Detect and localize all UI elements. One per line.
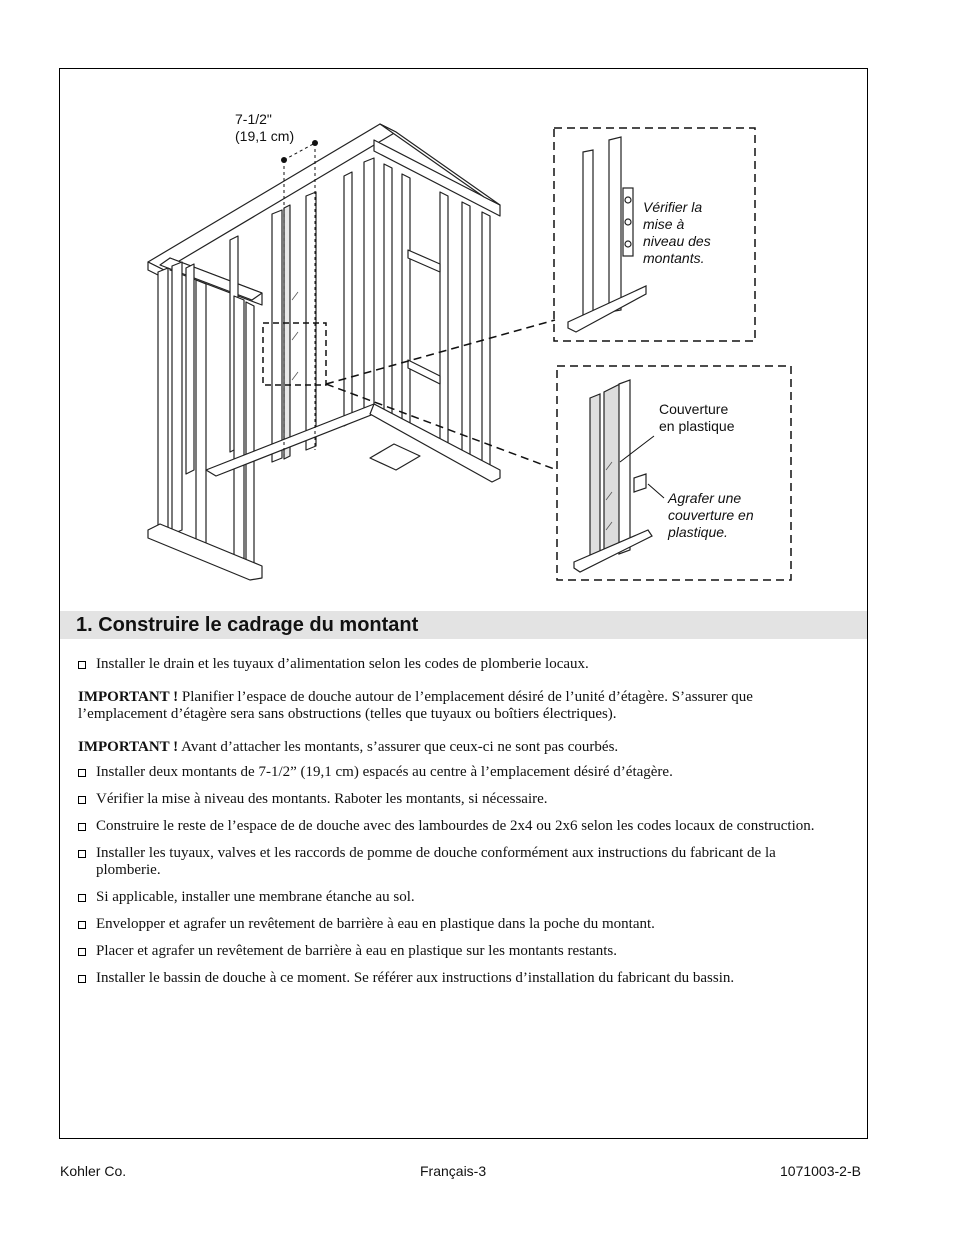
- shelf-stud-2: [306, 192, 316, 450]
- list-item: [78, 889, 828, 906]
- list-item-text: Vérifier la mise à niveau des montants. Raboter les montants, si nécessaire.: [96, 791, 548, 807]
- label-plastic-cover: [659, 401, 735, 435]
- list-item: [78, 916, 828, 933]
- list-item-text: Envelopper et agrafer un revêtement de barrière à eau en plastique dans la poche du montant.: [96, 916, 655, 932]
- dimension-inches: 7-1/2": [235, 111, 272, 127]
- callout-staple-line: Agrafer une: [668, 490, 742, 506]
- checkbox-square-icon: [78, 921, 86, 929]
- important-text: Planifier l’espace de douche autour de l’emplacement désiré de l’unité d’étagère. S’assurer que l’emplacement d’étagère sera sans obstructions (telles que tuyaux ou boîtiers électriques).: [78, 689, 753, 722]
- label-cover-line: en plastique: [659, 418, 735, 434]
- footer-company: Kohler Co.: [60, 1163, 127, 1179]
- list-item-text: Installer le drain et les tuyaux d’alimentation selon les codes de plomberie locaux.: [96, 656, 589, 672]
- list-item-text: Construire le reste de l’espace de de douche avec des lambourdes de 2x4 ou 2x6 selon les codes locaux de construction.: [96, 818, 815, 834]
- list-item-text: Placer et agrafer un revêtement de barrière à eau en plastique sur les montants restants.: [96, 943, 618, 959]
- list-item-text: Installer les tuyaux, valves et les raccords de pomme de douche conformément aux instructions du fabricant de la plomberie.: [96, 845, 776, 878]
- important-note-1: [78, 689, 828, 723]
- bottom-plate-right: [370, 404, 500, 482]
- checkbox-square-icon: [78, 894, 86, 902]
- checkbox-square-icon: [78, 661, 86, 669]
- list-item: [78, 764, 828, 781]
- callout-level-line: niveau des: [643, 233, 711, 249]
- dimension-cm: (19,1 cm): [235, 128, 295, 144]
- callout-level: [643, 199, 711, 267]
- important-note-2: [78, 739, 828, 756]
- important-text: Avant d’attacher les montants, s’assurer que ceux-ci ne sont pas courbés.: [178, 739, 619, 755]
- list-item-text: Si applicable, installer une membrane étanche au sol.: [96, 889, 415, 905]
- list-item: [78, 970, 828, 987]
- shelf-stud-1: [284, 205, 290, 459]
- callout-level-line: Vérifier la: [643, 199, 703, 215]
- list-item-text: Installer le bassin de douche à ce moment. Se référer aux instructions d’installation du fabricant du bassin.: [96, 970, 735, 986]
- footer-page-number: Français-3: [420, 1163, 487, 1179]
- checkbox-square-icon: [78, 850, 86, 858]
- checkbox-square-icon: [78, 975, 86, 983]
- callout-level-line: montants.: [643, 250, 705, 266]
- list-item: [78, 943, 828, 960]
- checkbox-square-icon: [78, 823, 86, 831]
- callout-staple-line: plastique.: [668, 524, 728, 540]
- label-cover-line: Couverture: [659, 401, 729, 417]
- drain-opening: [370, 444, 420, 470]
- checkbox-square-icon: [78, 769, 86, 777]
- stud-framing-illustration: [0, 0, 954, 610]
- list-item-text: Installer deux montants de 7-1/2” (19,1 cm) espacés au centre à l’emplacement désiré d’étagère.: [96, 764, 673, 780]
- list-item: [78, 791, 828, 808]
- instructions: [78, 656, 828, 997]
- checkbox-square-icon: [78, 948, 86, 956]
- list-item: [78, 845, 828, 879]
- checkbox-square-icon: [78, 796, 86, 804]
- section-title: 1. Construire le cadrage du montant: [76, 614, 419, 636]
- callout-staple: [668, 490, 754, 541]
- dimension-label: [235, 111, 294, 145]
- footer-document-number: 1071003-2-B: [780, 1163, 861, 1179]
- top-plate-right: [374, 140, 500, 216]
- section-heading-bar: [60, 611, 867, 639]
- callout-staple-line: couverture en: [668, 507, 754, 523]
- list-item: [78, 818, 828, 835]
- callout-level-line: mise à: [643, 216, 685, 232]
- staple-icon: [634, 474, 646, 492]
- list-item: [78, 656, 828, 673]
- important-label: IMPORTANT !: [78, 689, 179, 705]
- important-label: IMPORTANT !: [78, 739, 179, 755]
